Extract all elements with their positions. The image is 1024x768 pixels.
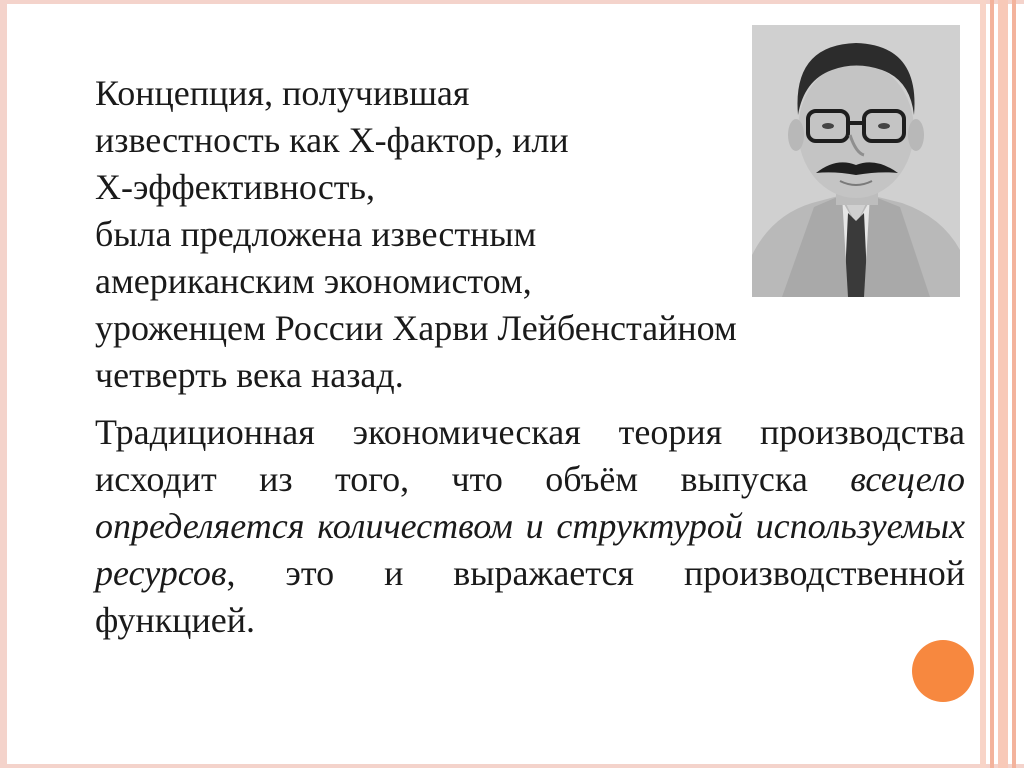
paragraph-line: Х-эффективность, <box>95 167 375 207</box>
paragraph-theory-part2: , это и выражается производственной функцией. <box>95 553 965 640</box>
right-decorative-stripes <box>976 0 1024 768</box>
paragraph-line: была предложена известным <box>95 214 537 254</box>
paragraph-line: американским экономистом, <box>95 261 532 301</box>
paragraph-line: уроженцем России Харви Лейбенстайном <box>95 308 737 348</box>
stripe-1 <box>980 0 986 768</box>
paragraph-line: известность как Х-фактор, или <box>95 120 569 160</box>
stripe-2 <box>990 0 994 768</box>
paragraph-theory-emphasis: всецело определяется количеством и структурой используемых ресурсов <box>95 459 965 593</box>
paragraph-line: Концепция, получившая <box>95 73 470 113</box>
orange-circle-decoration <box>912 640 974 702</box>
stripe-4 <box>1012 0 1016 768</box>
stripe-3 <box>998 0 1008 768</box>
paragraph-line: четверть века назад. <box>95 355 404 395</box>
slide-text <box>95 70 965 644</box>
paragraph-intro <box>95 70 965 399</box>
paragraph-theory <box>95 409 965 644</box>
paragraph-theory-part1: Традиционная экономическая теория производства исходит из того, что объём выпуска <box>95 412 965 499</box>
